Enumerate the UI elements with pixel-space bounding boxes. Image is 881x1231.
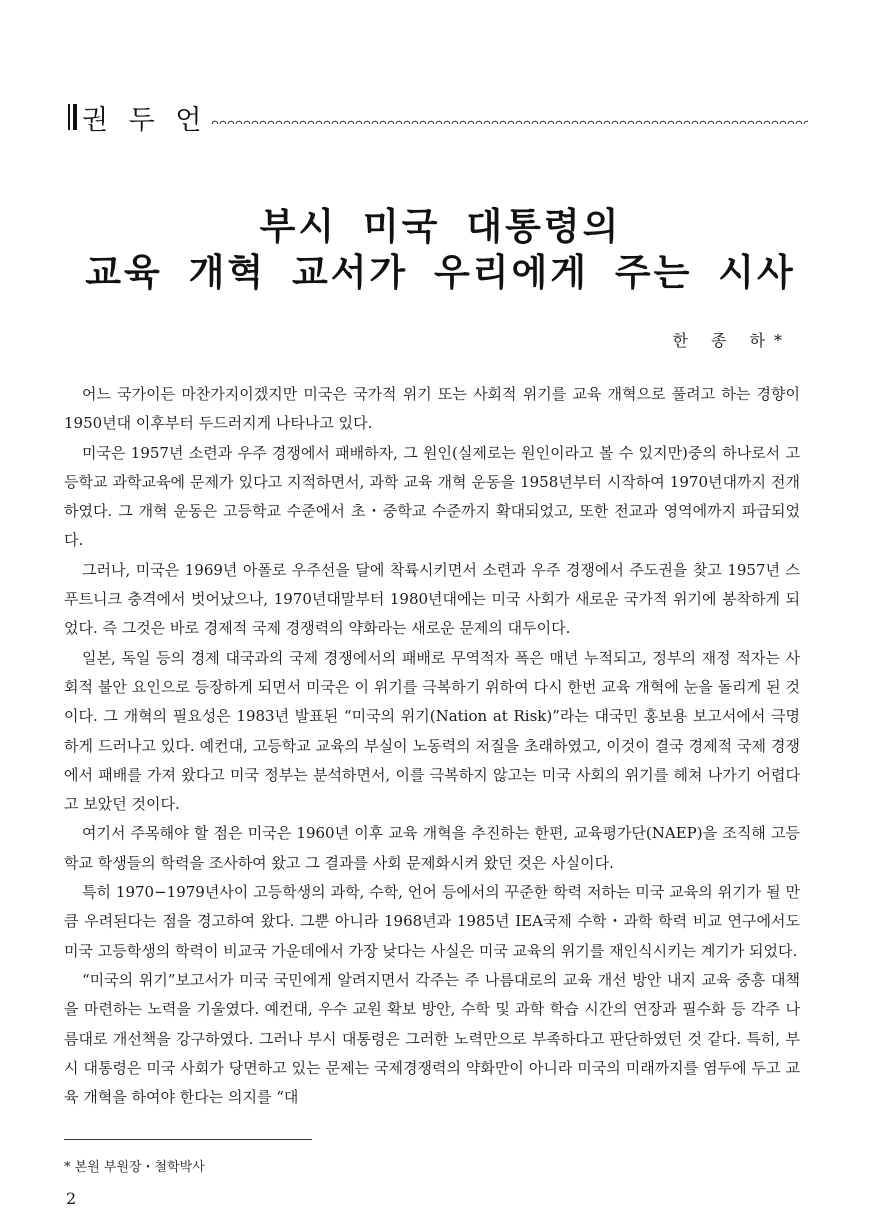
header-bar-icon — [73, 104, 77, 130]
header-bar-icon — [68, 104, 70, 130]
paragraph: 여기서 주목해야 할 점은 미국은 1960년 이후 교육 개혁을 추진하는 한편, 교육평가단(NAEP)을 조직해 고등학교 학생들의 학력을 조사하여 왔고 그 결과를 사회 문제화시켜 왔던 것은 사실이다. — [64, 824, 800, 872]
article-body — [64, 380, 800, 1112]
article-title-line-2: 교육 개혁 교서가 우리에게 주는 시사 — [85, 251, 796, 294]
footnote: * 본원 부원장・철학박사 — [64, 1160, 205, 1175]
author-name: 한 종 하* — [672, 331, 791, 350]
paragraph: “미국의 위기”보고서가 미국 국민에게 알려지면서 각주는 주 나름대로의 교육 개선 방안 내지 교육 중흥 대책을 마련하는 노력을 기울였다. 예컨대, 우수 교원 확보 방안, 수학 및 과학 학습 시간의 연장과 필수화 등 각주 나름대로 개선책을 강구하였다. 그러나 부시 대통령은 그러한 노력만으로 부족하다고 판단하였던 것 같다. 특히, 부시 대통령은 미국 사회가 당면하고 있는 문제는 국제경쟁력의 약화만이 아니라 미국의 미래까지를 염두에 두고 교육 개혁을 하여야 한다는 의지를 “대 — [64, 970, 800, 1107]
paragraph: 그러나, 미국은 1969년 아폴로 우주선을 달에 착륙시키면서 소련과 우주 경쟁에서 주도권을 찾고 1957년 스푸트니크 충격에서 벗어났으나, 1970년대말부터 1980년대에는 미국 사회가 새로운 국가적 위기에 봉착하게 되었다. 즉 그것은 바로 경제적 국제 경쟁력의 약화라는 새로운 문제의 대두이다. — [64, 560, 800, 638]
paragraph: 어느 국가이든 마찬가지이겠지만 미국은 국가적 위기 또는 사회적 위기를 교육 개혁으로 풀려고 하는 경향이 1950년대 이후부터 두드러지게 나타나고 있다. — [64, 385, 800, 433]
section-header — [68, 100, 808, 134]
wavy-rule-icon — [211, 116, 808, 128]
page-number: 2 — [66, 1189, 77, 1208]
paragraph: 일본, 독일 등의 경제 대국과의 국제 경쟁에서의 패배로 무역적자 폭은 매년 누적되고, 정부의 재정 적자는 사회적 불안 요인으로 등장하게 되면서 미국은 이 위기를 극복하기 위하여 다시 한번 교육 개혁에 눈을 돌리게 된 것이다. 그 개혁의 필요성은 1983년 발표된 “미국의 위기(Nation at Risk)”라는 대국민 홍보용 보고서에서 극명하게 드러나고 있다. 예컨대, 고등학교 교육의 부실이 노동력의 저질을 초래하였고, 이것이 결국 경제적 국제 경쟁에서 패배를 가져 왔다고 미국 정부는 분석하면서, 이를 극복하지 않고는 미국 사회의 위기를 헤쳐 나가기 어렵다고 보았던 것이다. — [64, 648, 800, 814]
paragraph: 미국은 1957년 소련과 우주 경쟁에서 패배하자, 그 원인(실제로는 원인이라고 볼 수 있지만)중의 하나로서 고등학교 과학교육에 문제가 있다고 지적하면서, 과학 교육 개혁 운동을 1958년부터 시작하여 1970년대까지 전개하였다. 그 개혁 운동은 고등학교 수준에서 초・중학교 수준까지 확대되었고, 또한 전교과 영역에까지 파급되었다. — [64, 443, 800, 550]
article-title-line-1: 부시 미국 대통령의 — [259, 205, 622, 248]
section-label: 권 두 언 — [82, 104, 208, 136]
paragraph: 특히 1970−1979년사이 고등학생의 과학, 수학, 언어 등에서의 꾸준한 학력 저하는 미국 교육의 위기가 될 만큼 우려된다는 점을 경고하여 왔다. 그뿐 아니라 1968년과 1985년 IEA국제 수학・과학 학력 비교 연구에서도 미국 고등학생의 학력이 비교국 가운데에서 가장 낮다는 사실은 미국 교육의 위기를 재인식시키는 계기가 되었다. — [64, 883, 800, 960]
footnote-divider — [64, 1139, 312, 1140]
